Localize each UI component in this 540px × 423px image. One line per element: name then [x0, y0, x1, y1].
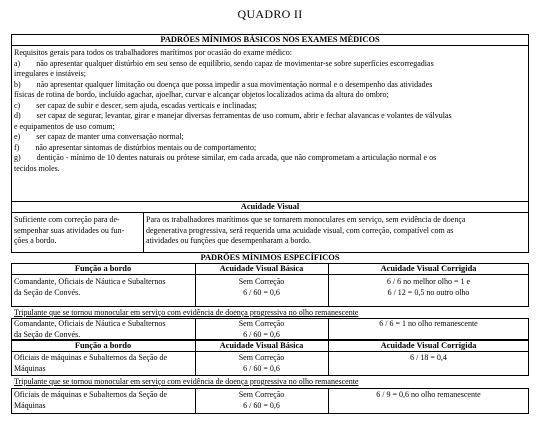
section-header-specific-standards: PADRÕES MÍNIMOS ESPECÍFICOS	[200, 253, 340, 262]
corrected-acuity-cell: 6 / 18 = 0,4	[410, 353, 447, 362]
text-line: Para os trabalhadores marítimos que se tornarem monoculares em serviço, sem evidência de doença	[146, 215, 466, 224]
requirement-line: e) ser capaz de manter uma conversação normal;	[14, 132, 184, 141]
text-line: da Seção de Convés.	[14, 329, 81, 339]
corrected-acuity-cell	[328, 277, 529, 298]
text-line: 6 / 60 = 0,6	[243, 329, 280, 339]
text-line: Oficiais de máquinas e Subalternos da Seção de	[14, 390, 168, 399]
divider	[11, 351, 529, 352]
visual-acuity-header: Acuidade Visual	[240, 202, 300, 211]
col-header-basic-acuity: Acuidade Visual Básica	[219, 341, 304, 350]
text-line: Comandante, Oficiais de Náutica e Subalternos	[14, 319, 166, 328]
monocular-note: Tripulante que se tornou monocular em serviço com evidência de doença progressiva no olho remanescente	[14, 308, 359, 317]
monocular-note: Tripulante que se tornou monocular em serviço com evidência de doença progressiva no olho remanescente	[14, 377, 359, 386]
text-line: Comandante, Oficiais de Náutica e Subalternos	[14, 277, 166, 286]
col-header-function: Função a bordo	[74, 264, 132, 273]
requirements-text	[14, 48, 452, 174]
document-title: QUADRO II	[237, 7, 303, 21]
requirement-line: Requisitos gerais para todos os trabalhadores marítimos por ocasião do exame médico:	[14, 48, 292, 57]
text-line: Sem Correção	[238, 277, 285, 286]
divider	[143, 212, 144, 253]
function-cell	[14, 390, 167, 411]
visual-acuity-monocular	[146, 215, 465, 247]
basic-acuity-cell	[195, 353, 328, 374]
col-header-function: Função a bordo	[74, 341, 132, 350]
text-line: atividades ou funções que desempenharam a bordo.	[146, 236, 312, 245]
text-line: 6 / 12 = 0,5 no outro olho	[387, 287, 470, 297]
text-line: Suficiente com correção para de-	[14, 215, 120, 224]
corrected-acuity-cell: 6 / 9 = 0,6 no olho remanescente	[376, 390, 481, 399]
requirement-line: f) não apresentar sintomas de distúrbios mentais ou de comportamento;	[14, 142, 257, 152]
text-line: degenerativa progressiva, será requerida uma acuidade visual, com correção, compatível com as	[146, 225, 454, 235]
text-line: Máquinas	[14, 400, 46, 410]
requirement-line: d) ser capaz de segurar, levantar, girar e manejar diversas ferramentas de uso comum, abrir e fechar alavancas e volantes de válvulas	[14, 111, 452, 120]
requirement-line: c) ser capaz de subir e descer, sem ajuda, escadas verticais e inclinadas;	[14, 100, 257, 110]
requirement-line: físicas de rotina de bordo, incluído agachar, ajoelhar, curvar e alcançar objetos localizados acima da altura do ombro;	[14, 90, 389, 99]
function-cell	[14, 353, 167, 374]
requirement-line: tecidos moles.	[14, 163, 60, 173]
divider	[11, 212, 529, 213]
basic-acuity-cell	[195, 319, 328, 340]
requirement-line: b) não apresentar qualquer limitação ou doença que possa impedir a sua movimentação normal e o desempenho das atividades	[14, 79, 433, 89]
divider	[11, 274, 529, 275]
col-header-corrected-acuity: Acuidade Visual Corrigida	[380, 264, 477, 273]
divider	[11, 45, 529, 46]
text-line: Sem Correção	[238, 390, 285, 399]
text-line: 6 / 6 no melhor olho = 1 e	[386, 277, 471, 286]
text-line: Máquinas	[14, 363, 46, 373]
text-line: Oficiais de máquinas e Subalternos da Seção de	[14, 353, 168, 362]
requirement-line: e equipamentos de uso comum;	[14, 121, 115, 131]
requirement-line: a) não apresentar qualquer distúrbio em seu senso de equilíbrio, sendo capaz de movimentar-se sobre superfícies escorregadias	[14, 58, 434, 68]
text-line: 6 / 60 = 0,6	[243, 400, 280, 410]
text-line: sempenhar suas atividades ou fun-	[14, 225, 125, 235]
text-line: 6 / 60 = 0,6	[243, 363, 280, 373]
text-line: ções a bordo.	[14, 236, 57, 245]
section-header-basic-standards: PADRÕES MÍNIMOS BÁSICOS NOS EXAMES MÉDICOS	[160, 35, 380, 44]
col-header-basic-acuity: Acuidade Visual Básica	[219, 264, 304, 273]
basic-acuity-cell	[195, 390, 328, 411]
col-header-corrected-acuity: Acuidade Visual Corrigida	[380, 341, 477, 350]
corrected-acuity-cell: 6 / 6 = 1 no olho remanescente	[379, 319, 478, 328]
requirement-line: irregulares e instáveis;	[14, 69, 86, 78]
text-line: da Seção de Convés.	[14, 287, 81, 297]
basic-acuity-cell	[195, 277, 328, 298]
text-line: Sem Correção	[238, 319, 285, 328]
text-line: 6 / 60 = 0,6	[243, 287, 280, 297]
function-cell	[14, 319, 166, 340]
visual-acuity-general	[14, 215, 124, 247]
requirement-line: g) dentição - mínimo de 10 dentes naturais ou prótese similar, em cada arcada, que não comprometam a articulação normal e os	[14, 153, 437, 162]
function-cell	[14, 277, 166, 298]
text-line: Sem Correção	[238, 353, 285, 362]
